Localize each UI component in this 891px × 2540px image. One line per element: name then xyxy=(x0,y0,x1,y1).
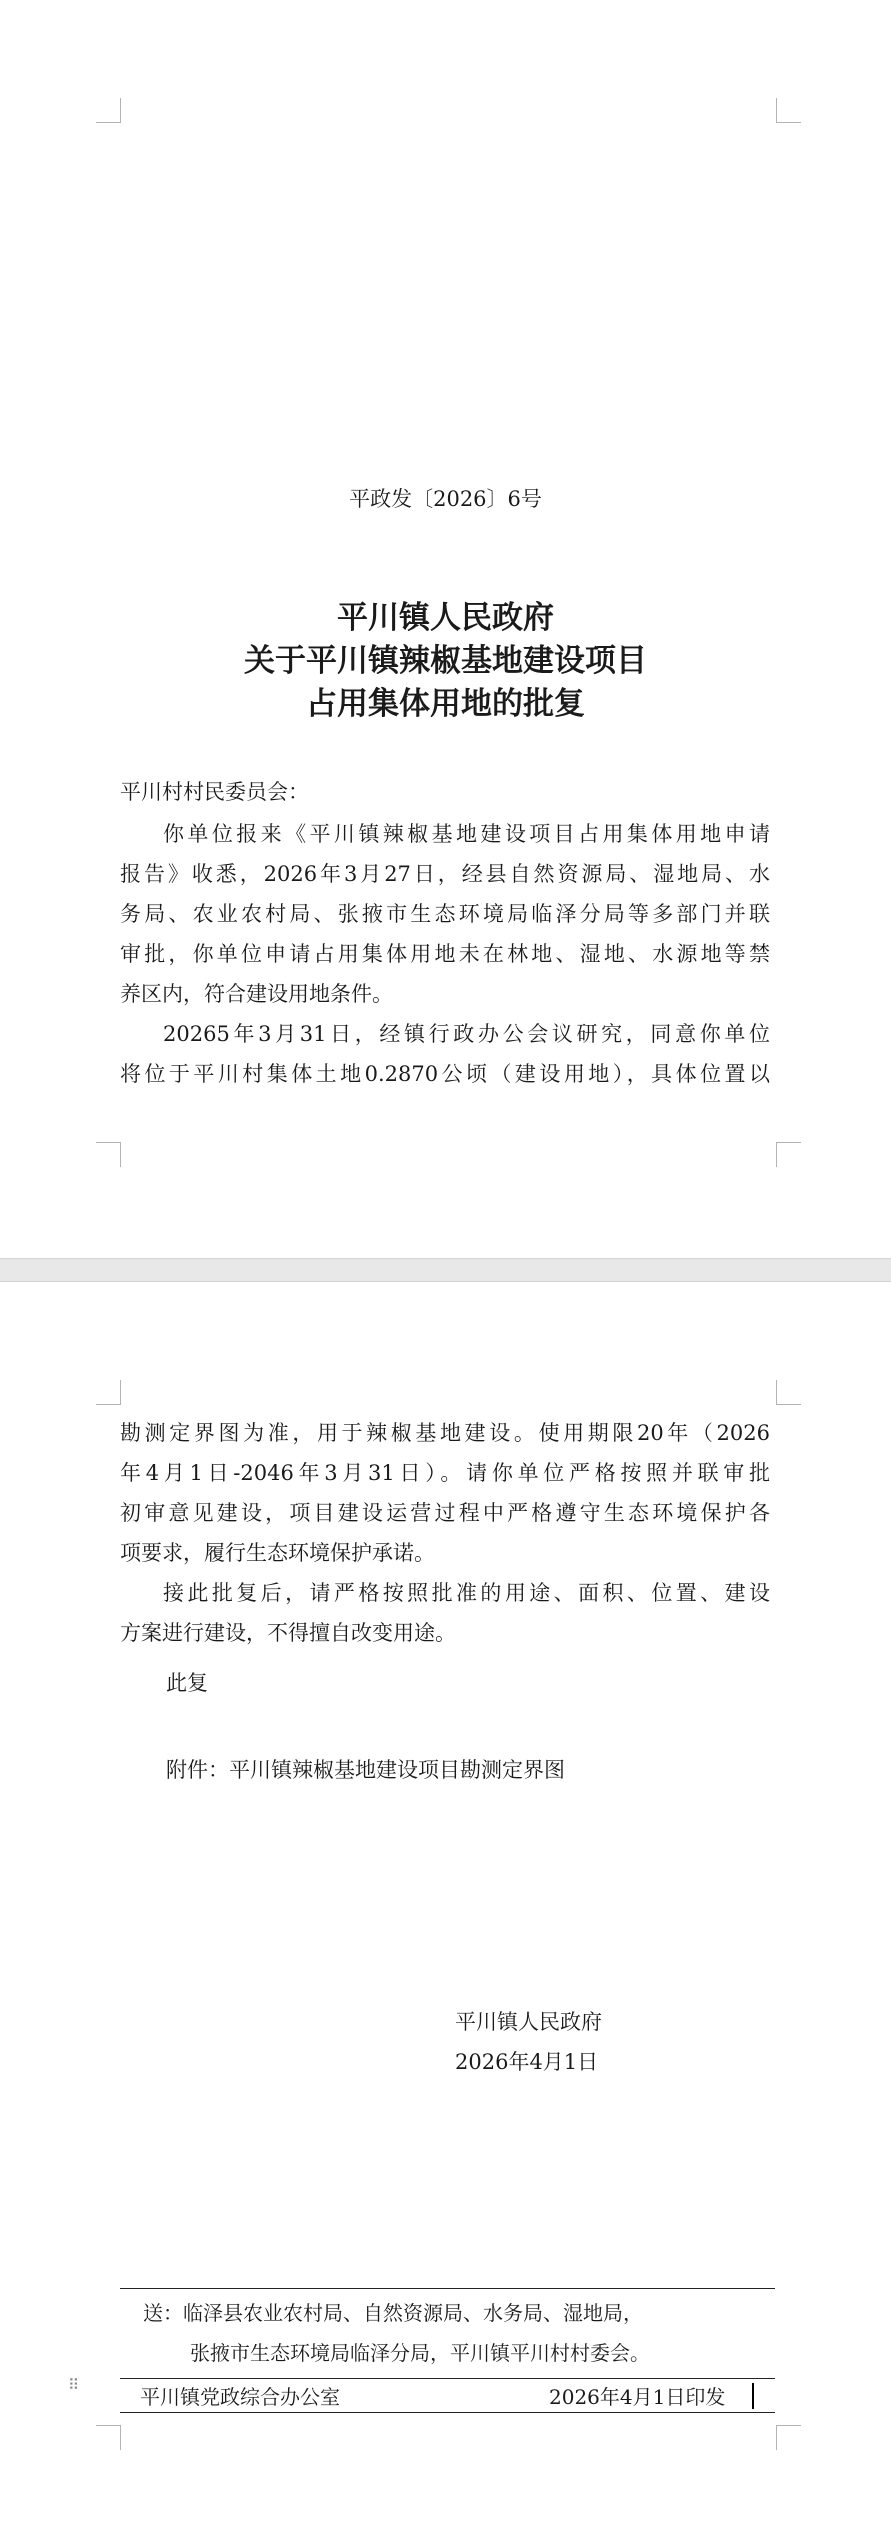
document-page-1 xyxy=(0,0,891,1258)
body-line: 养区内，符合建设用地条件。 xyxy=(120,982,393,1006)
body-line: 接此批复后，请严格按照批准的用途、面积、位置、建设 xyxy=(163,1581,770,1605)
body-line: 务局、农业农村局、张掖市生态环境局临泽分局等多部门并联 xyxy=(120,902,770,926)
issuer-office: 平川镇党政综合办公室 xyxy=(140,2385,340,2409)
body-line: 20265年3月31日，经镇行政办公会议研究，同意你单位 xyxy=(163,1022,770,1046)
body-line: 审批，你单位申请占用集体用地未在林地、湿地、水源地等禁 xyxy=(120,942,770,966)
page-corner-mark xyxy=(776,1142,801,1167)
page-gap xyxy=(0,1258,891,1282)
body-line: 勘测定界图为准，用于辣椒基地建设。使用期限20年（2026 xyxy=(120,1421,770,1445)
print-date: 2026年4月1日印发 xyxy=(549,2385,726,2409)
cc-line-2: 张掖市生态环境局临泽分局，平川镇平川村村委会。 xyxy=(190,2341,650,2365)
footer-bottom-rule xyxy=(120,2412,775,2413)
body-line: 项要求，履行生态环境保护承诺。 xyxy=(120,1541,435,1565)
page-corner-mark xyxy=(96,1142,121,1167)
closing-phrase: 此复 xyxy=(166,1671,208,1695)
body-line: 方案进行建设，不得擅自改变用途。 xyxy=(120,1621,456,1645)
cc-top-rule xyxy=(120,2288,775,2289)
footer-top-rule xyxy=(120,2378,775,2379)
page-corner-mark xyxy=(776,2425,801,2450)
document-number: 平政发〔2026〕6号 xyxy=(349,487,542,511)
page-corner-mark xyxy=(96,2425,121,2450)
cc-recipients-1: 临泽县农业农村局、自然资源局、水务局、湿地局， xyxy=(183,2301,643,2325)
body-line: 初审意见建设，项目建设运营过程中严格遵守生态环境保护各 xyxy=(120,1501,770,1525)
salutation: 平川村村民委员会： xyxy=(120,780,309,804)
page-corner-mark xyxy=(776,98,801,123)
document-title-line-1: 平川镇人民政府 xyxy=(337,600,554,636)
signature-org: 平川镇人民政府 xyxy=(455,2010,602,2034)
page-corner-mark xyxy=(776,1380,801,1405)
page-corner-mark xyxy=(96,98,121,123)
body-line: 报告》收悉，2026年3月27日，经县自然资源局、湿地局、水 xyxy=(120,862,770,886)
document-title-line-2: 关于平川镇辣椒基地建设项目 xyxy=(244,643,647,679)
drag-handle-icon[interactable]: ⠿ xyxy=(68,2376,78,2394)
text-cursor xyxy=(752,2383,754,2409)
document-title-line-3: 占用集体用地的批复 xyxy=(306,686,585,722)
body-line: 你单位报来《平川镇辣椒基地建设项目占用集体用地申请 xyxy=(163,822,770,846)
page-corner-mark xyxy=(96,1380,121,1405)
cc-line-1 xyxy=(143,2298,773,2328)
cc-label: 送： xyxy=(143,2301,183,2325)
attachment-line: 附件：平川镇辣椒基地建设项目勘测定界图 xyxy=(166,1758,565,1782)
body-line: 将位于平川村集体土地0.2870公顷（建设用地），具体位置以 xyxy=(120,1062,770,1086)
signature-date: 2026年4月1日 xyxy=(455,2050,599,2074)
body-line: 年4月1日-2046年3月31日）。请你单位严格按照并联审批 xyxy=(120,1461,770,1485)
